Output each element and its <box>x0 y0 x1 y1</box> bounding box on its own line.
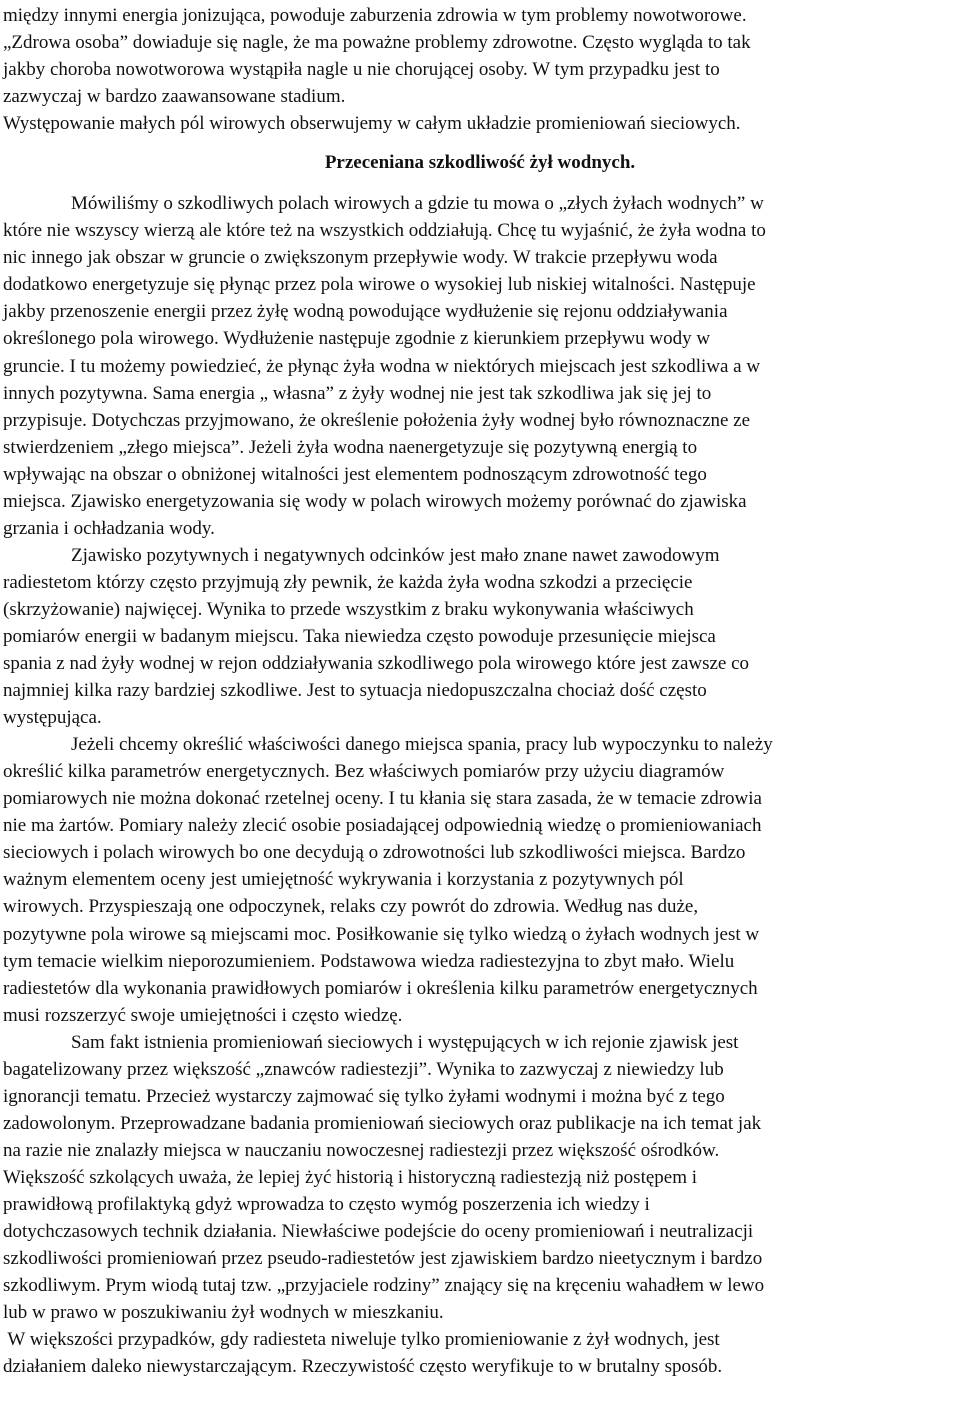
text-line: dotychczasowych technik działania. Niewłaściwe podejście do oceny promieniowań i neutralizacji <box>3 1221 754 1243</box>
text-line: najmniej kilka razy bardziej szkodliwe. Jest to sytuacja niedopuszczalna chociaż dość często <box>3 680 707 702</box>
paragraph-3 <box>3 731 957 1029</box>
paragraph-1 <box>3 190 957 542</box>
text-line: szkodliwości promieniowań przez pseudo-radiestetów jest zjawiskiem bardzo nieetycznym i bardzo <box>3 1248 763 1270</box>
text-line: które nie wszyscy wierzą ale które też na wszystkich oddziałują. Chcę tu wyjaśnić, że żyła wodna to <box>3 220 766 242</box>
text-line: zadowolonym. Przeprowadzane badania promieniowań sieciowych oraz publikacje na ich temat jak <box>3 1112 762 1134</box>
text-line: działaniem daleko niewystarczającym. Rzeczywistość często weryfikuje to w brutalny sposób. <box>3 1356 723 1378</box>
text-line: miejsca. Zjawisko energetyzowania się wody w polach wirowych możemy porównać do zjawiska <box>3 490 747 512</box>
text-line: tym temacie wielkim nieporozumieniem. Podstawowa wiedza radiestezyjna to zbyt mało. Wielu <box>3 950 735 972</box>
text-line: przypisuje. Dotychczas przyjmowano, że określenie położenia żyły wodnej było równoznaczne ze <box>3 409 751 431</box>
text-line: Występowanie małych pól wirowych obserwujemy w całym układzie promieniowań sieciowych. <box>3 113 741 135</box>
text-line: określić kilka parametrów energetycznych. Bez właściwych pomiarów przy użyciu diagramów <box>3 761 725 783</box>
text-line: pomiarów energii w badanym miejscu. Taka niewiedza często powoduje przesunięcie miejsca <box>3 625 716 647</box>
text-line: musi rozszerzyć swoje umiejętności i często wiedzę. <box>3 1004 403 1026</box>
text-line: grzania i ochładzania wody. <box>3 517 215 539</box>
text-line: określonego pola wirowego. Wydłużenie następuje zgodnie z kierunkiem przepływu wody w <box>3 328 711 350</box>
text-line: sieciowych i polach wirowych bo one decydują o zdrowotności lub szkodliwości miejsca. Bardzo <box>3 842 746 864</box>
text-line: Większość szkolących uważa, że lepiej żyć historią i historyczną radiestezją niż postępem i <box>3 1166 698 1188</box>
text-line: między innymi energia jonizująca, powoduje zaburzenia zdrowia w tym problemy nowotworowe. <box>3 5 747 26</box>
text-line: na razie nie znalazły miejsca w nauczaniu nowoczesnej radiestezji przez większość ośrodków. <box>3 1139 720 1161</box>
text-line: występująca. <box>3 707 102 729</box>
text-line: „Zdrowa osoba” dowiaduje się nagle, że ma poważne problemy zdrowotne. Często wygląda to tak <box>3 32 751 54</box>
text-line: innych pozytywna. Sama energia „ własna” z żyły wodnej nie jest tak szkodliwa jak się jej to <box>3 382 712 404</box>
text-line: (skrzyżowanie) najwięcej. Wynika to przede wszystkim z braku wykonywania właściwych <box>3 598 694 620</box>
text-line: W większości przypadków, gdy radiesteta niweluje tylko promieniowanie z żył wodnych, jest <box>3 1329 720 1351</box>
text-line: Zjawisko pozytywnych i negatywnych odcinków jest mało znane nawet zawodowym <box>71 544 720 566</box>
text-line: stwierdzeniem „złego miejsca”. Jeżeli żyła wodna naenergetyzuje się pozytywną energią to <box>3 436 698 458</box>
text-line: bagatelizowany przez większość „znawców radiestezji”. Wynika to zazwyczaj z niewiedzy lub <box>3 1058 724 1080</box>
section-heading: Przeceniana szkodliwość żył wodnych. <box>324 152 636 174</box>
text-line: pozytywne pola wirowe są miejscami moc. Posiłkowanie się tylko wiedzą o żyłach wodnych jest w <box>3 923 760 945</box>
text-line: wirowych. Przyspieszają one odpoczynek, relaks czy powrót do zdrowia. Według nas duże, <box>3 896 699 918</box>
text-line: nic innego jak obszar w gruncie o zwiększonym przepływie wody. W trakcie przepływu woda <box>3 247 718 269</box>
intro-paragraph <box>3 2 957 137</box>
text-line: dodatkowo energetyzuje się płynąc przez pola wirowe o wysokiej lub niskiej witalności. Następuje <box>3 274 756 296</box>
text-line: radiestetów dla wykonania prawidłowych pomiarów i określenia kilku parametrów energetycznych <box>3 977 758 999</box>
text-line: gruncie. I tu możemy powiedzieć, że płynąc żyła wodna w niektórych miejscach jest szkodliwa a w <box>3 355 761 377</box>
text-line: Jeżeli chcemy określić właściwości danego miejsca spania, pracy lub wypoczynku to należy <box>71 734 773 756</box>
text-line: ważnym elementem oceny jest umiejętność wykrywania i korzystania z pozytywnych pól <box>3 869 684 891</box>
text-line: jakby choroba nowotworowa wystąpiła nagle u nie chorującej osoby. W tym przypadku jest to <box>3 59 720 81</box>
text-line: nie ma żartów. Pomiary należy zlecić osobie posiadającej odpowiednią wiedzę o promieniowaniach <box>3 815 762 837</box>
text-line: pomiarowych nie można dokonać rzetelnej oceny. I tu kłania się stara zasada, że w temacie zdrowia <box>3 788 762 810</box>
text-line: Mówiliśmy o szkodliwych polach wirowych a gdzie tu mowa o „złych żyłach wodnych” w <box>71 193 764 215</box>
text-line: ignorancji tematu. Przecież wystarczy zajmować się tylko żyłami wodnymi i można być z tego <box>3 1085 725 1107</box>
text-line: zazwyczaj w bardzo zaawansowane stadium. <box>3 86 346 108</box>
text-line: radiestetom którzy często przyjmują zły pewnik, że każda żyła wodna szkodzi a przecięcie <box>3 571 693 593</box>
paragraph-4 <box>3 1029 957 1327</box>
paragraph-2 <box>3 542 957 731</box>
text-line: wpływając na obszar o obniżonej witalności jest elementem podnoszącym zdrowotność tego <box>3 463 707 485</box>
text-line: jakby przenoszenie energii przez żyłę wodną powodujące wydłużenie się rejonu oddziaływania <box>3 301 728 323</box>
text-line: prawidłową profilaktyką gdyż wprowadza to często wymóg poszerzenia ich wiedzy i <box>3 1193 650 1215</box>
text-line: Sam fakt istnienia promieniowań sieciowych i występujących w ich rejonie zjawisk jest <box>71 1031 739 1053</box>
text-line: szkodliwym. Prym wiodą tutaj tzw. „przyjaciele rodziny” znający się na kręceniu wahadłem w lewo <box>3 1275 765 1297</box>
text-line: lub w prawo w poszukiwaniu żył wodnych w mieszkaniu. <box>3 1302 444 1324</box>
text-line: spania z nad żyły wodnej w rejon oddziaływania szkodliwego pola wirowego które jest zawsze co <box>3 653 750 675</box>
paragraph-5 <box>3 1326 957 1380</box>
